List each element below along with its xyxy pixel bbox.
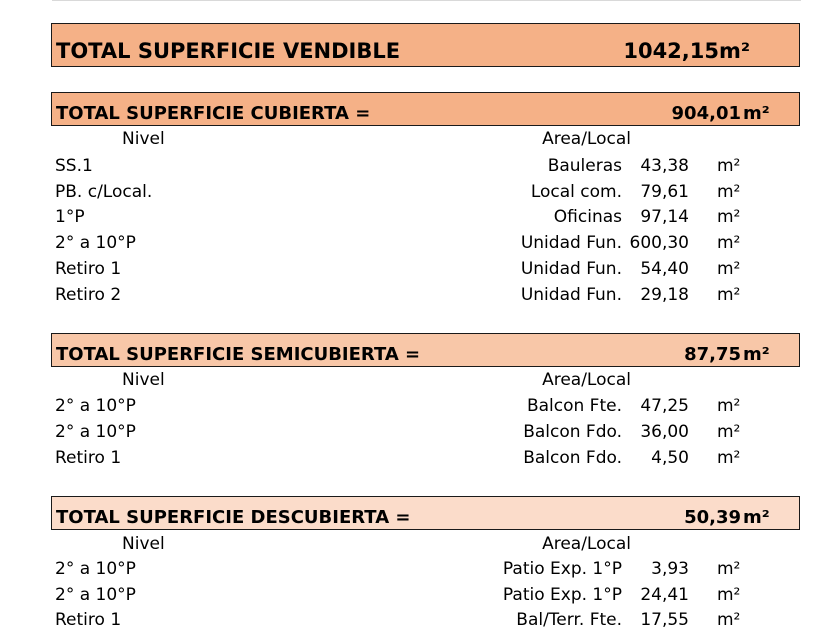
cell-unit: m² <box>717 285 741 305</box>
cell-area: Patio Exp. 1°P <box>502 559 622 579</box>
cell-area: Bal/Terr. Fte. <box>516 610 622 630</box>
table-row <box>55 448 755 474</box>
cell-area: Oficinas <box>553 207 622 227</box>
cell-unit: m² <box>717 233 741 253</box>
cell-nivel: Retiro 1 <box>55 259 122 279</box>
cell-nivel: 1°P <box>55 207 85 227</box>
column-header-row <box>55 370 755 396</box>
cell-nivel: 2° a 10°P <box>55 396 136 416</box>
column-header-nivel: Nivel <box>122 129 165 149</box>
cell-nivel: 2° a 10°P <box>55 233 136 253</box>
column-header-nivel: Nivel <box>122 370 165 390</box>
cell-value: 79,61 <box>640 182 689 202</box>
cell-unit: m² <box>717 559 741 579</box>
cell-nivel: PB. c/Local. <box>55 182 153 202</box>
top-border-line <box>52 0 801 1</box>
section-total-value: 50,39 <box>684 507 741 528</box>
cell-value: 600,30 <box>629 233 689 253</box>
cell-unit: m² <box>717 585 741 605</box>
cell-value: 3,93 <box>651 559 689 579</box>
section-total-unit: m² <box>743 103 770 124</box>
cell-nivel: 2° a 10°P <box>55 585 136 605</box>
cell-nivel: 2° a 10°P <box>55 559 136 579</box>
cell-unit: m² <box>717 182 741 202</box>
table-row <box>55 233 755 259</box>
table-row <box>55 610 755 636</box>
cell-nivel: SS.1 <box>55 156 93 176</box>
cell-unit: m² <box>717 448 741 468</box>
section-total-unit: m² <box>743 344 770 365</box>
table-row <box>55 585 755 611</box>
table-row <box>55 207 755 233</box>
cell-value: 4,50 <box>651 448 689 468</box>
cell-unit: m² <box>717 610 741 630</box>
cell-value: 47,25 <box>640 396 689 416</box>
cell-area: Balcon Fte. <box>526 396 622 416</box>
section-total-value: 904,01 <box>671 103 741 124</box>
total-vendible-unit: m² <box>719 39 751 63</box>
cell-area: Unidad Fun. <box>520 259 622 279</box>
column-header-nivel: Nivel <box>122 534 165 554</box>
cell-nivel: Retiro 1 <box>55 610 122 630</box>
cell-nivel: Retiro 1 <box>55 448 122 468</box>
column-header-area: Area/Local <box>542 534 631 554</box>
cell-value: 97,14 <box>640 207 689 227</box>
cell-area: Unidad Fun. <box>520 233 622 253</box>
cell-value: 17,55 <box>640 610 689 630</box>
table-row <box>55 182 755 208</box>
cell-area: Bauleras <box>547 156 622 176</box>
cell-value: 43,38 <box>640 156 689 176</box>
cell-unit: m² <box>717 259 741 279</box>
cell-value: 24,41 <box>640 585 689 605</box>
cell-unit: m² <box>717 156 741 176</box>
total-vendible-label: TOTAL SUPERFICIE VENDIBLE <box>56 39 401 63</box>
cell-area: Patio Exp. 1°P <box>502 585 622 605</box>
cell-nivel: Retiro 2 <box>55 285 122 305</box>
section-descubierta-header <box>51 496 800 530</box>
table-row <box>55 156 755 182</box>
cell-value: 36,00 <box>640 422 689 442</box>
cell-area: Unidad Fun. <box>520 285 622 305</box>
cell-unit: m² <box>717 207 741 227</box>
section-title: TOTAL SUPERFICIE CUBIERTA = <box>56 103 371 124</box>
section-total-unit: m² <box>743 507 770 528</box>
section-total-value: 87,75 <box>684 344 741 365</box>
column-header-row <box>55 129 755 155</box>
table-row <box>55 285 755 311</box>
cell-nivel: 2° a 10°P <box>55 422 136 442</box>
table-row <box>55 396 755 422</box>
cell-area: Local com. <box>530 182 622 202</box>
column-header-row <box>55 534 755 560</box>
cell-value: 29,18 <box>640 285 689 305</box>
table-row <box>55 422 755 448</box>
section-semicubierta-header <box>51 333 800 367</box>
table-row <box>55 559 755 585</box>
table-row <box>55 259 755 285</box>
cell-area: Balcon Fdo. <box>523 422 622 442</box>
cell-value: 54,40 <box>640 259 689 279</box>
total-vendible-header <box>51 23 800 67</box>
section-title: TOTAL SUPERFICIE DESCUBIERTA = <box>56 507 411 528</box>
cell-unit: m² <box>717 422 741 442</box>
column-header-area: Area/Local <box>542 370 631 390</box>
section-title: TOTAL SUPERFICIE SEMICUBIERTA = <box>56 344 421 365</box>
column-header-area: Area/Local <box>542 129 631 149</box>
cell-area: Balcon Fdo. <box>523 448 622 468</box>
section-cubierta-header <box>51 92 800 126</box>
total-vendible-value: 1042,15 <box>623 39 719 63</box>
cell-unit: m² <box>717 396 741 416</box>
